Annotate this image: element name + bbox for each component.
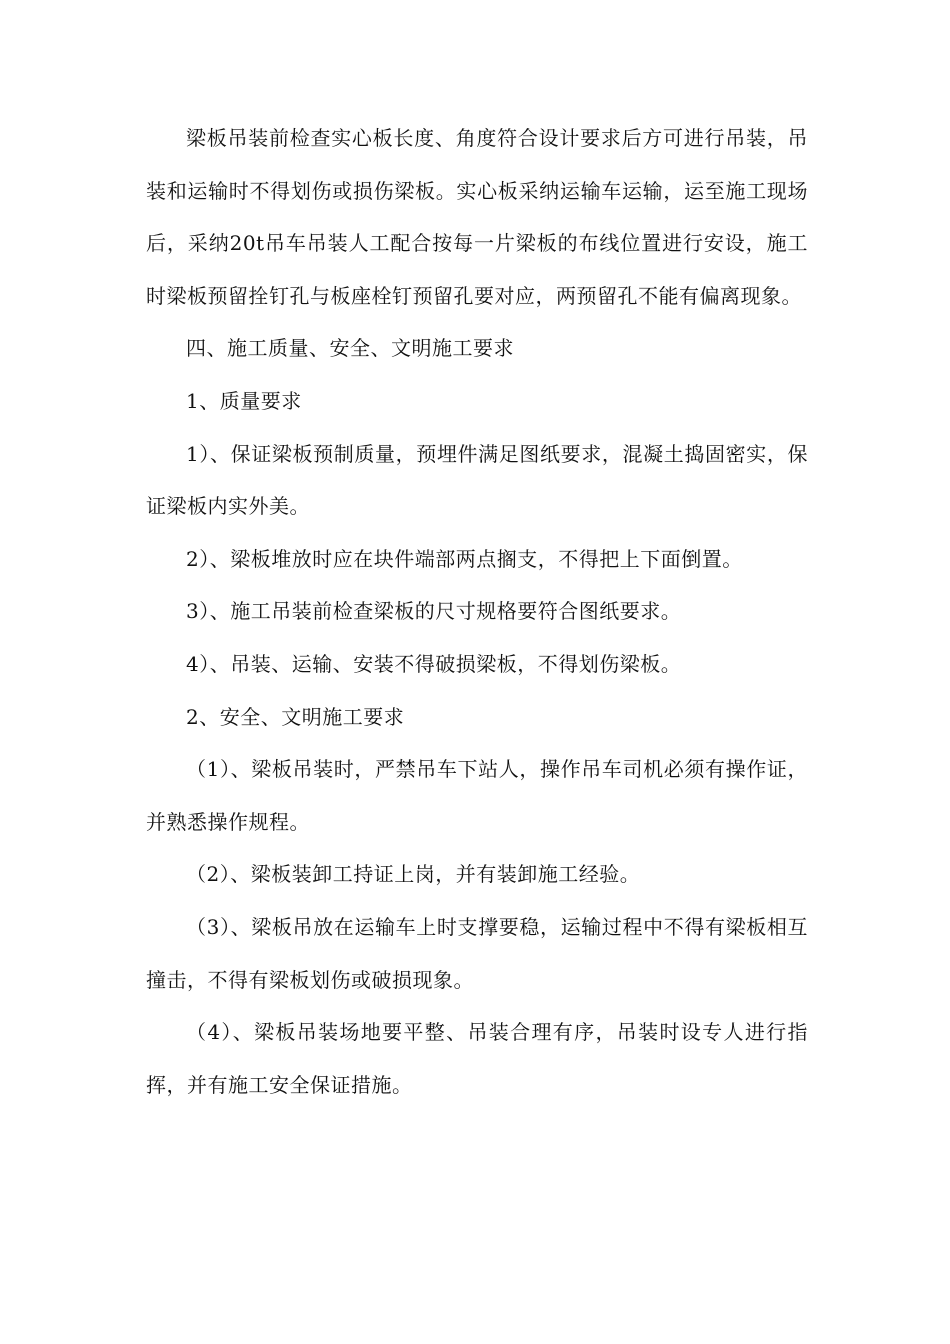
quality-item-2: 2）、梁板堆放时应在块件端部两点搁支，不得把上下面倒置。 — [186, 546, 743, 571]
safety-item-4: （4）、梁板吊装场地要平整、吊装合理有序，吊装时设专人进行指挥，并有施工安全保证措施。 — [146, 1020, 808, 1097]
quality-item-1: 1）、保证梁板预制质量，预埋件满足图纸要求，混凝土捣固密实，保证梁板内实外美。 — [146, 441, 808, 519]
safety-item-1: （1）、梁板吊装时，严禁吊车下站人，操作吊车司机必须有操作证，并熟悉操作规程。 — [146, 757, 808, 834]
subheading-safety-requirements: 2、安全、文明施工要求 — [186, 704, 405, 729]
safety-item-3: （3）、梁板吊放在运输车上时支撑要稳，运输过程中不得有梁板相互撞击，不得有梁板划伤或破损现象。 — [146, 914, 808, 992]
quality-item-4: 4）、吊装、运输、安装不得破损梁板，不得划伤梁板。 — [186, 651, 682, 676]
section-heading-quality-safety: 四、施工质量、安全、文明施工要求 — [186, 336, 514, 361]
subheading-quality-requirements: 1、质量要求 — [186, 388, 302, 413]
quality-item-3: 3）、施工吊装前检查梁板的尺寸规格要符合图纸要求。 — [186, 599, 682, 624]
document-body — [146, 112, 808, 1111]
paragraph-lifting-procedure: 梁板吊装前检查实心板长度、角度符合设计要求后方可进行吊装，吊装和运输时不得划伤或损伤梁板。实心板采纳运输车运输，运至施工现场后，采纳20t吊车吊装人工配合按每一片梁板的布线位置进行安设，施工时梁板预留拴钉孔与板座栓钉预留孔要对应，两预留孔不能有偏离现象。 — [146, 126, 808, 308]
safety-item-2: （2）、梁板装卸工持证上岗，并有装卸施工经验。 — [186, 862, 641, 887]
